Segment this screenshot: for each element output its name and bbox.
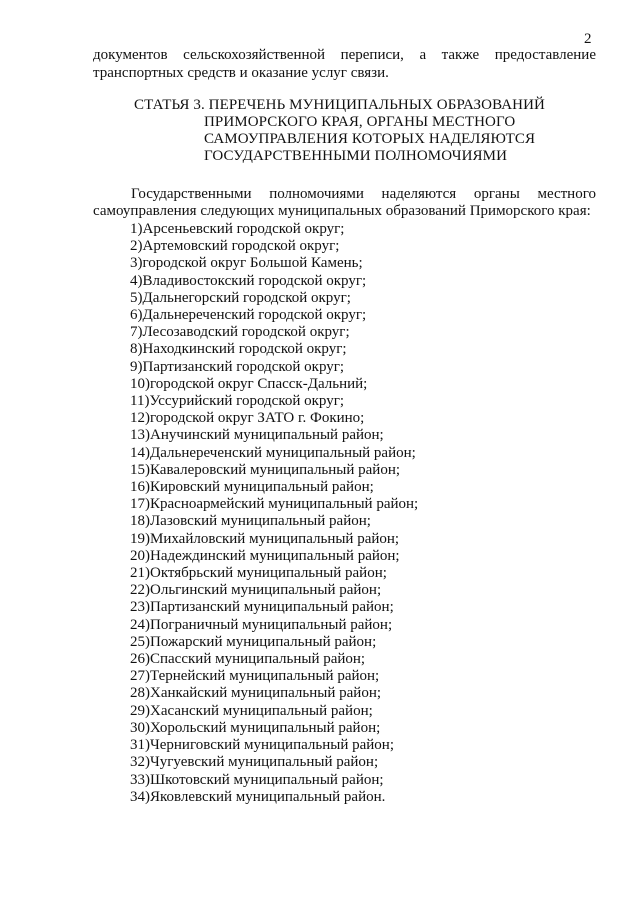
list-item: 4)Владивостокский городской округ; xyxy=(130,272,367,289)
list-item: 18)Лазовский муниципальный район; xyxy=(130,513,371,530)
continuation-line-1: документов сельскохозяйственной переписи, а также предоставление xyxy=(93,47,596,63)
list-item: 17)Красноармейский муниципальный район; xyxy=(130,496,419,513)
heading-line-1: СТАТЬЯ 3. ПЕРЕЧЕНЬ МУНИЦИПАЛЬНЫХ ОБРАЗОВАНИЙ xyxy=(134,97,545,113)
article-heading xyxy=(134,97,574,165)
municipality-list xyxy=(130,221,418,806)
continuation-paragraph xyxy=(93,47,596,82)
heading-line-2: ПРИМОРСКОГО КРАЯ, ОРГАНЫ МЕСТНОГО xyxy=(204,114,516,130)
list-item: 31)Черниговский муниципальный район; xyxy=(130,737,394,754)
list-item: 21)Октябрьский муниципальный район; xyxy=(130,565,387,582)
list-item: 27)Тернейский муниципальный район; xyxy=(130,668,380,685)
list-item: 2)Артемовский городской округ; xyxy=(130,238,340,255)
list-item: 30)Хорольский муниципальный район; xyxy=(130,719,381,736)
list-item: 7)Лесозаводский городской округ; xyxy=(130,324,350,341)
list-item: 24)Пограничный муниципальный район; xyxy=(130,616,393,633)
list-item: 12)городской округ ЗАТО г. Фокино; xyxy=(130,410,365,427)
list-item: 19)Михайловский муниципальный район; xyxy=(130,530,400,547)
list-item: 28)Ханкайский муниципальный район; xyxy=(130,685,382,702)
list-item: 34)Яковлевский муниципальный район. xyxy=(130,788,386,805)
heading-line-3: САМОУПРАВЛЕНИЯ КОТОРЫХ НАДЕЛЯЮТСЯ xyxy=(204,131,536,147)
list-item: 23)Партизанский муниципальный район; xyxy=(130,599,394,616)
list-item: 15)Кавалеровский муниципальный район; xyxy=(130,461,401,478)
list-item: 3)городской округ Большой Камень; xyxy=(130,255,363,272)
list-item: 33)Шкотовский муниципальный район; xyxy=(130,771,384,788)
intro-line-2: самоуправления следующих муниципальных образований Приморского края: xyxy=(93,203,591,219)
page-number: 2 xyxy=(584,31,592,47)
intro-line-1: Государственными полномочиями наделяются органы местного xyxy=(131,186,596,202)
list-item: 8)Находкинский городской округ; xyxy=(130,341,347,358)
list-item: 25)Пожарский муниципальный район; xyxy=(130,633,377,650)
heading-line-4: ГОСУДАРСТВЕННЫМИ ПОЛНОМОЧИЯМИ xyxy=(204,148,508,164)
intro-paragraph xyxy=(93,186,596,220)
list-item: 13)Анучинский муниципальный район; xyxy=(130,427,384,444)
list-item: 5)Дальнегорский городской округ; xyxy=(130,289,351,306)
list-item: 1)Арсеньевский городской округ; xyxy=(130,221,345,237)
list-item: 20)Надеждинский муниципальный район; xyxy=(130,547,400,564)
list-item: 10)городской округ Спасск-Дальний; xyxy=(130,375,368,392)
list-item: 29)Хасанский муниципальный район; xyxy=(130,702,373,719)
list-item: 22)Ольгинский муниципальный район; xyxy=(130,582,382,599)
list-item: 6)Дальнереченский городской округ; xyxy=(130,307,367,324)
list-item: 26)Спасский муниципальный район; xyxy=(130,651,366,668)
list-item: 14)Дальнереченский муниципальный район; xyxy=(130,444,416,461)
list-item: 32)Чугуевский муниципальный район; xyxy=(130,754,379,771)
list-item: 9)Партизанский городской округ; xyxy=(130,358,345,375)
list-item: 16)Кировский муниципальный район; xyxy=(130,479,374,496)
list-item: 11)Уссурийский городской округ; xyxy=(130,393,345,410)
continuation-line-2: транспортных средств и оказание услуг связи. xyxy=(93,64,389,81)
